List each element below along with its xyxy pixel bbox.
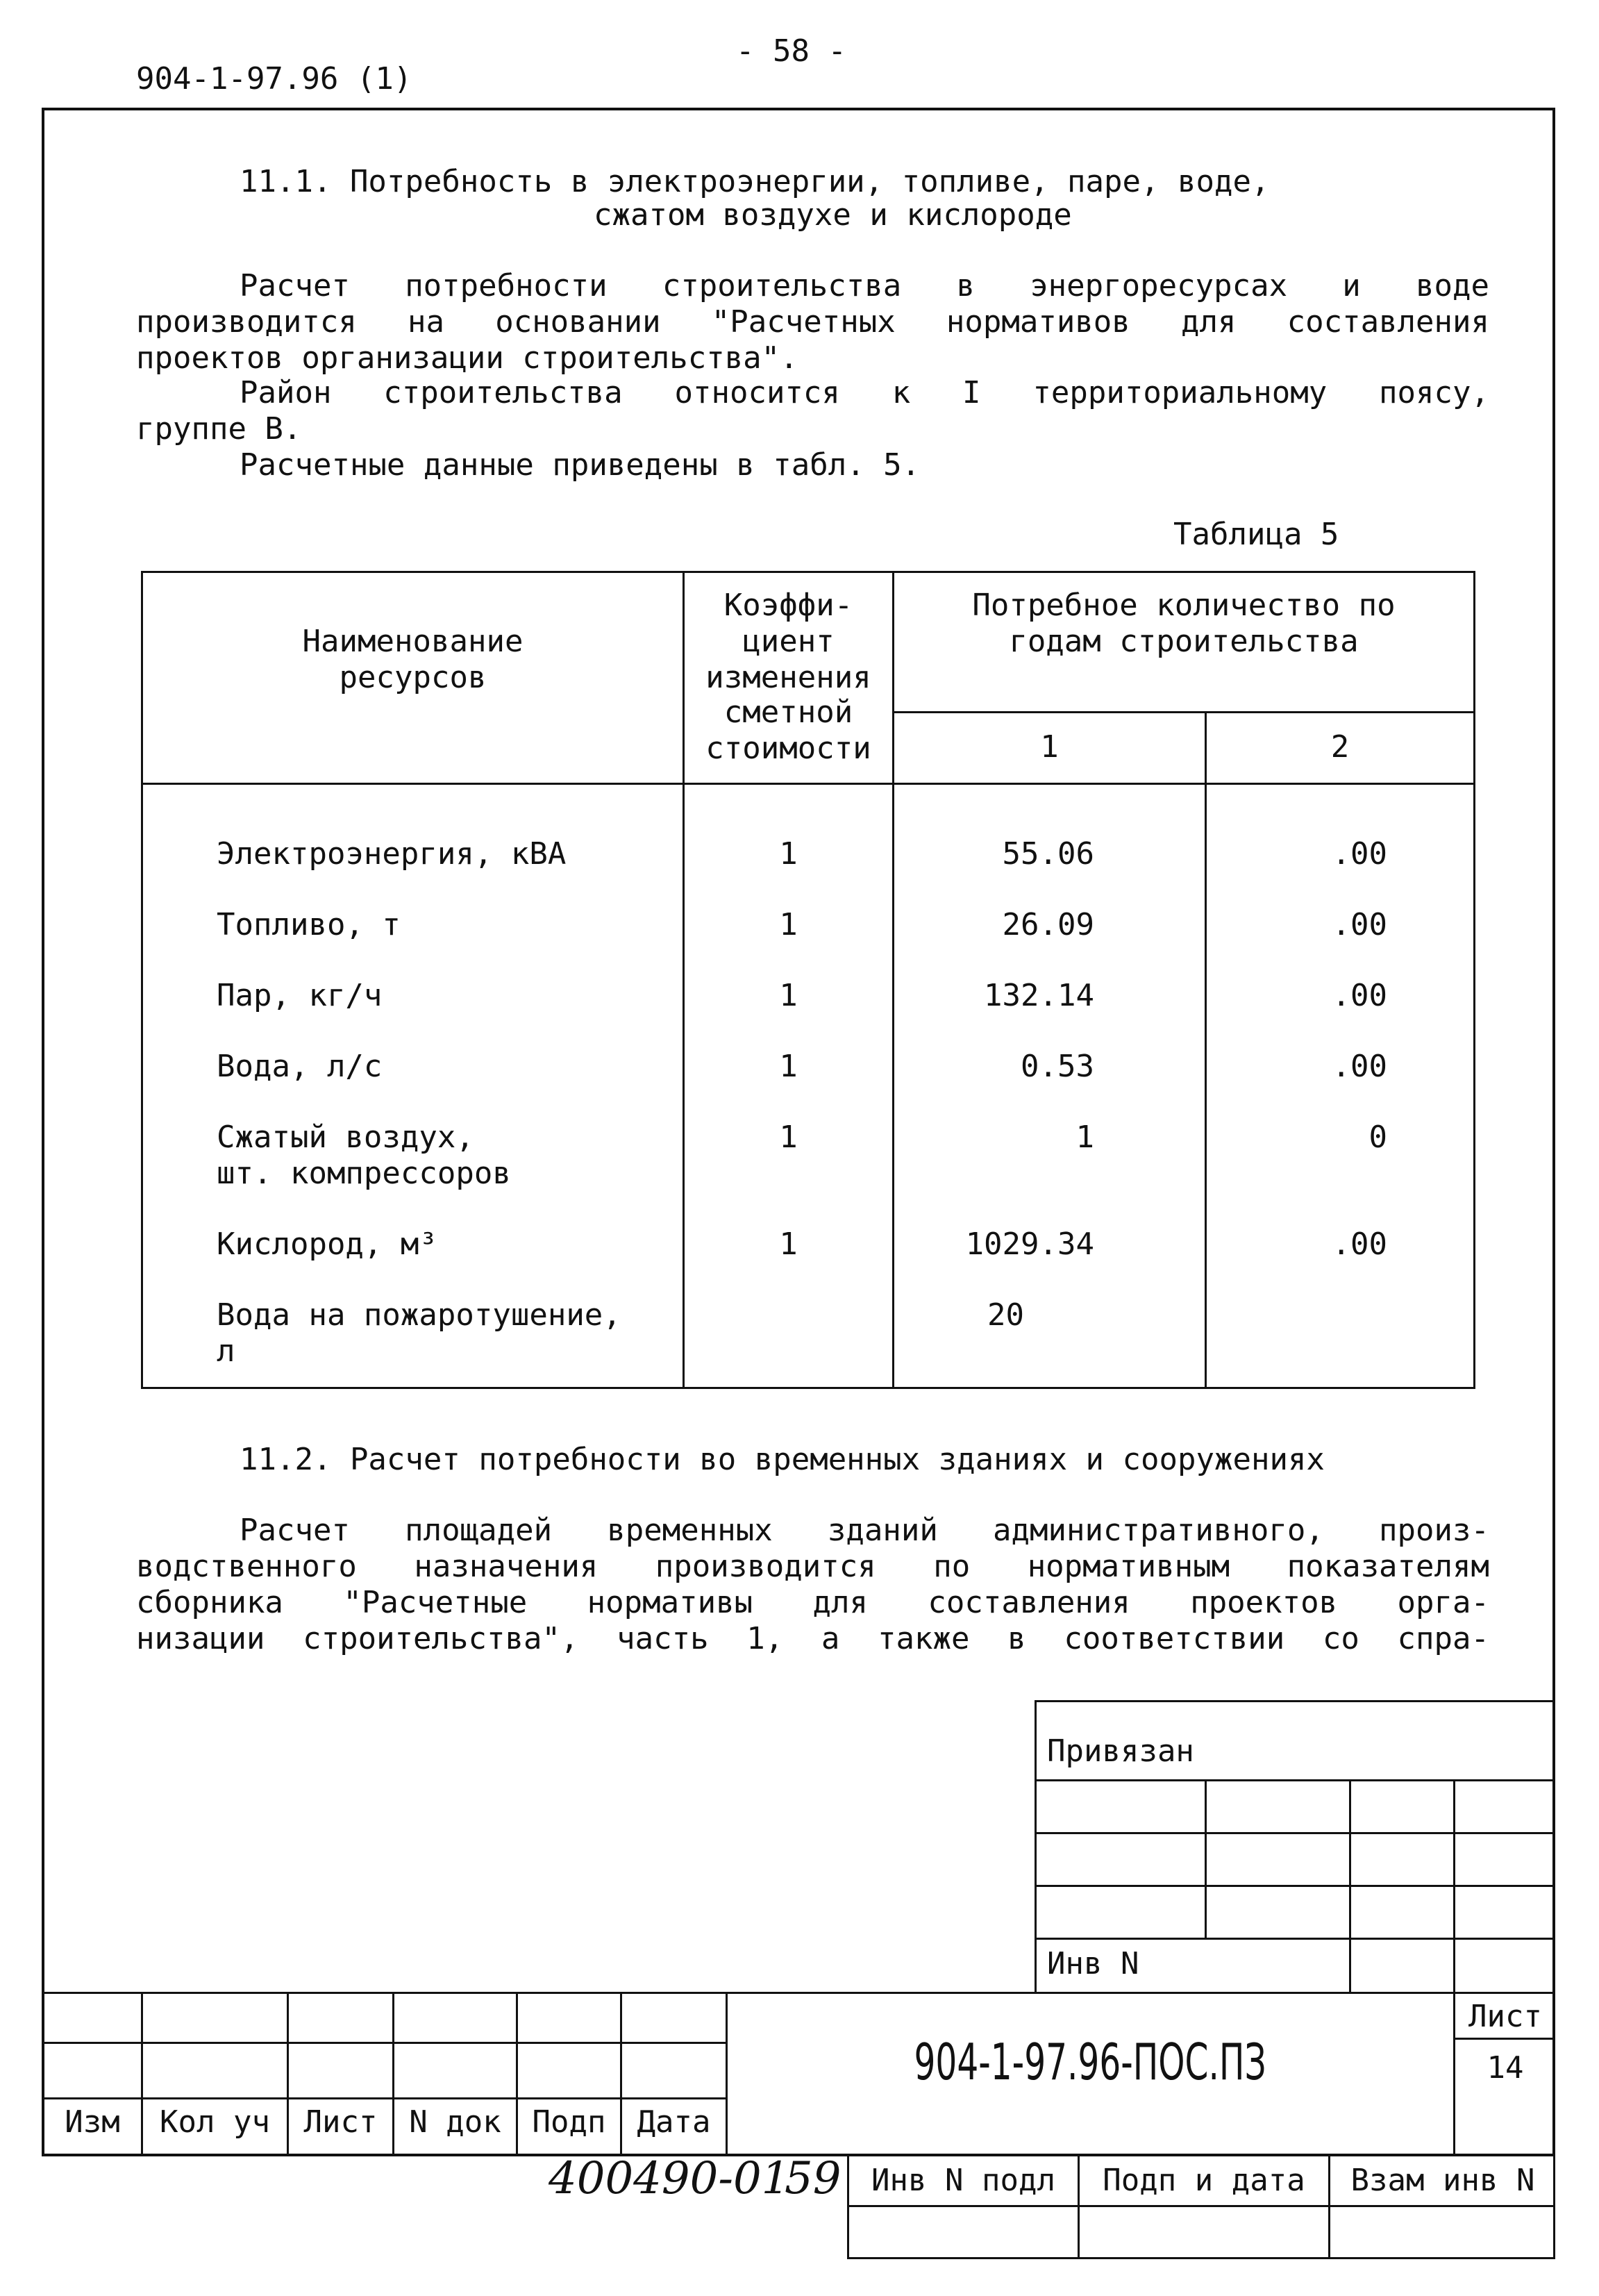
section1-title-line1: 11.1. Потребность в электроэнергии, топливе, паре, воде, bbox=[240, 164, 1270, 199]
podp-i-data: Подп и дата bbox=[1103, 2163, 1305, 2198]
row-name-line2: л bbox=[217, 1333, 235, 1369]
row-name: Топливо, т bbox=[217, 907, 401, 942]
row-year1: 1029.34 bbox=[965, 1226, 1094, 1262]
col-header-name-line2: ресурсов bbox=[339, 660, 487, 695]
col-list: Лист bbox=[303, 2104, 378, 2140]
row-name: Кислород, м³ bbox=[217, 1226, 437, 1262]
col-header-coef-line1: Коэффи- bbox=[723, 588, 853, 623]
sheet-number: 14 bbox=[1487, 2050, 1524, 2086]
section1-para2-line2: группе В. bbox=[136, 411, 302, 447]
handwritten-archive-number: 400490-01 bbox=[549, 2153, 790, 2204]
section1-para1-line3: проектов организации строительства". bbox=[136, 340, 798, 376]
row-name: Пар, кг/ч bbox=[217, 978, 383, 1013]
row-name-line2: шт. компрессоров bbox=[217, 1156, 511, 1191]
inv-n-label: Инв N bbox=[1047, 1946, 1139, 1981]
row-year1: 26.09 bbox=[1002, 907, 1094, 942]
row-year2: .00 bbox=[1332, 1049, 1387, 1084]
row-coef: 1 bbox=[779, 907, 798, 942]
row-year1: 20 bbox=[987, 1297, 1024, 1333]
row-coef: 1 bbox=[779, 978, 798, 1013]
col-header-qty-line1: Потребное количество по bbox=[972, 588, 1396, 623]
row-name: Электроэнергия, кВА bbox=[217, 836, 567, 872]
row-name: Вода на пожаротушение, bbox=[217, 1297, 621, 1333]
vzam-inv-n: Взам инв N bbox=[1350, 2163, 1535, 2198]
doc-code: 904-1-97.96 (1) bbox=[136, 61, 412, 97]
col-izm: Изм bbox=[65, 2104, 120, 2140]
row-coef: 1 bbox=[779, 836, 798, 872]
handwritten-page-number: 59 bbox=[785, 2153, 842, 2204]
row-coef: 1 bbox=[779, 1120, 798, 1155]
col-podp: Подп bbox=[532, 2104, 606, 2140]
row-year1: 55.06 bbox=[1002, 836, 1094, 872]
row-name: Вода, л/с bbox=[217, 1049, 383, 1084]
section2-para-line1: Расчет площадей временных зданий административного, произ- bbox=[240, 1513, 1489, 1548]
row-coef: 1 bbox=[779, 1049, 798, 1084]
section1-para1-line1: Расчет потребности строительства в энергоресурсах и воде bbox=[240, 268, 1489, 303]
section1-para2-line1: Район строительства относится к I территориальному поясу, bbox=[240, 375, 1489, 410]
col-n-dok: N док bbox=[409, 2104, 501, 2140]
row-year1: 1 bbox=[1075, 1120, 1094, 1155]
row-year2: .00 bbox=[1332, 836, 1387, 872]
col-header-coef-line3: изменения bbox=[705, 660, 871, 695]
page-marker: - 58 - bbox=[736, 33, 846, 69]
inv-n-podl: Инв N подл bbox=[871, 2163, 1055, 2198]
table-caption: Таблица 5 bbox=[1173, 517, 1339, 552]
col-header-coef-line5: стоимости bbox=[705, 731, 871, 766]
row-year2: .00 bbox=[1332, 907, 1387, 942]
row-coef: 1 bbox=[779, 1226, 798, 1262]
sheet-label: Лист bbox=[1468, 1999, 1542, 2034]
col-header-qty-line2: годам строительства bbox=[1009, 624, 1359, 659]
section2-para-line4: низации строительства", часть 1, а также в соответствии со спра- bbox=[136, 1621, 1489, 1656]
section2-para-line2: водственного назначения производится по нормативным показателям bbox=[136, 1549, 1489, 1584]
col-kol-uch: Кол уч bbox=[160, 2104, 270, 2140]
section1-title-line2: сжатом воздухе и кислороде bbox=[594, 197, 1072, 233]
col-header-name-line1: Наименование bbox=[302, 624, 524, 659]
privyazan-label: Привязан bbox=[1047, 1733, 1194, 1769]
row-year1: 0.53 bbox=[1021, 1049, 1094, 1084]
col-header-coef-line4: сметной bbox=[723, 694, 853, 730]
section2-para-line3: сборника "Расчетные нормативы для составления проектов орга- bbox=[136, 1585, 1489, 1620]
section1-para1-line2: производится на основании "Расчетных нормативов для составления bbox=[136, 304, 1489, 340]
row-year2: .00 bbox=[1332, 1226, 1387, 1262]
section1-para3: Расчетные данные приведены в табл. 5. bbox=[240, 447, 921, 483]
section2-title: 11.2. Расчет потребности во временных зданиях и сооружениях bbox=[240, 1442, 1325, 1477]
col-data: Дата bbox=[637, 2104, 711, 2140]
row-year2: 0 bbox=[1368, 1120, 1387, 1155]
col-header-year2: 2 bbox=[1330, 729, 1350, 765]
doc-designation: 904-1-97.96-ПОС.ПЗ bbox=[914, 2033, 1267, 2091]
col-header-year1: 1 bbox=[1040, 729, 1059, 765]
row-year1: 132.14 bbox=[984, 978, 1094, 1013]
row-year2: .00 bbox=[1332, 978, 1387, 1013]
row-name: Сжатый воздух, bbox=[217, 1120, 474, 1155]
col-header-coef-line2: циент bbox=[742, 624, 835, 659]
